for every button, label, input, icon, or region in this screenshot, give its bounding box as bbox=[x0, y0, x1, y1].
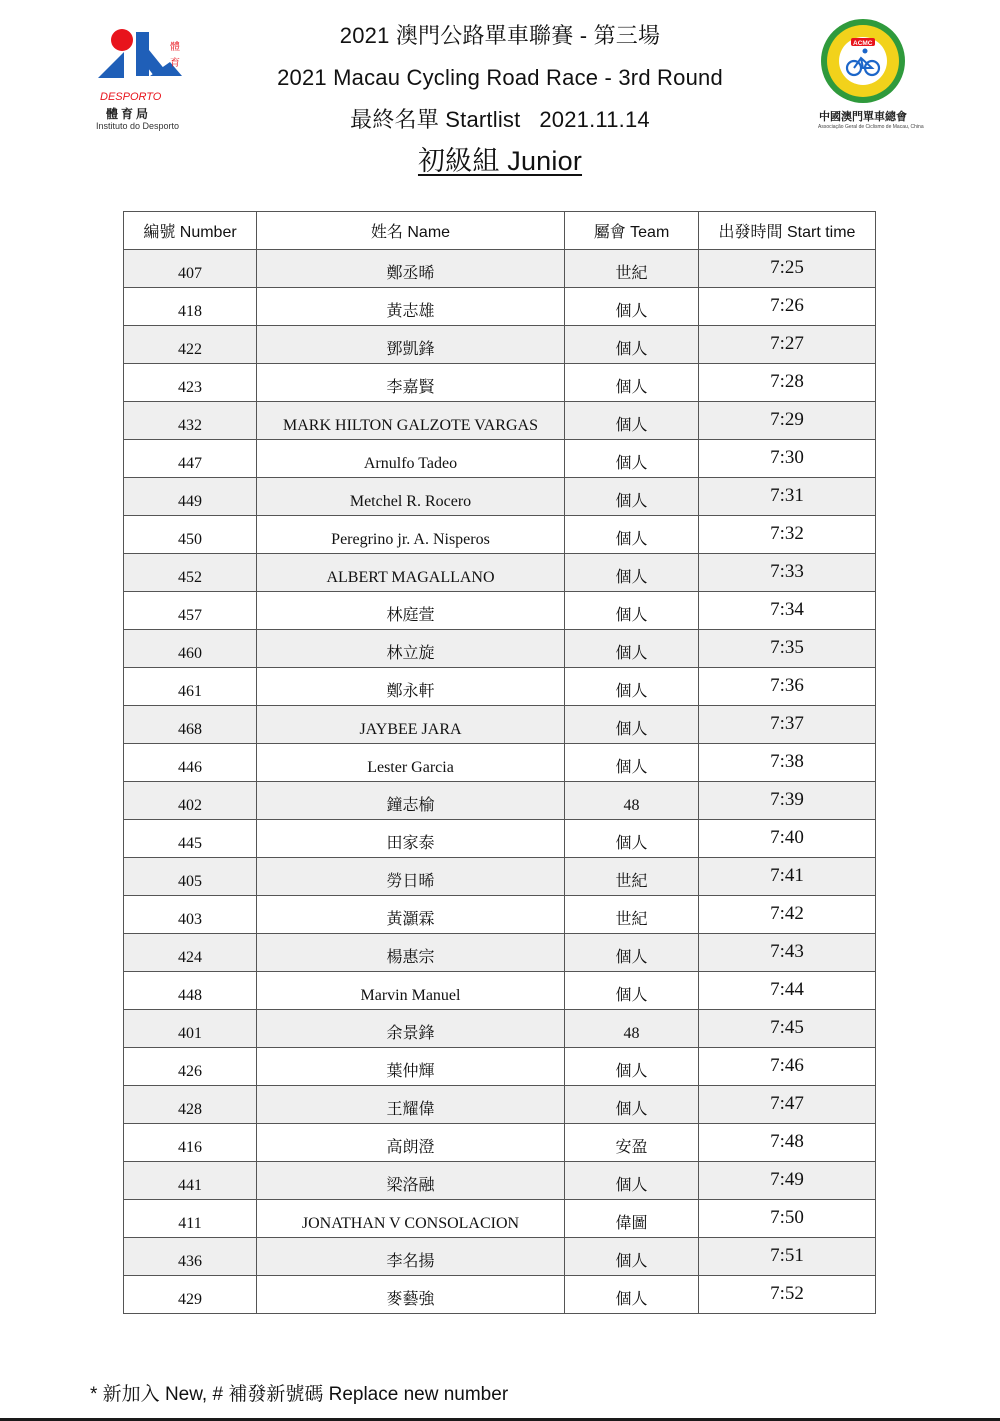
cell-start-time: 7:40 bbox=[699, 820, 876, 858]
logo-right-caption-pt: Associação Geral de Ciclismo de Macau, China bbox=[818, 124, 924, 130]
table-row bbox=[124, 1048, 876, 1086]
logo-left-caption-zh: 體育局 bbox=[106, 107, 152, 121]
cell-number: 450 bbox=[124, 516, 257, 554]
cell-name: 黃志雄 bbox=[257, 288, 565, 326]
cell-team: 個人 bbox=[565, 1162, 699, 1200]
cell-number: 447 bbox=[124, 440, 257, 478]
cell-name: 王耀偉 bbox=[257, 1086, 565, 1124]
table-row bbox=[124, 706, 876, 744]
cell-start-time: 7:43 bbox=[699, 934, 876, 972]
cell-number: 418 bbox=[124, 288, 257, 326]
cell-name: Peregrino jr. A. Nisperos bbox=[257, 516, 565, 554]
cell-name: 李嘉賢 bbox=[257, 364, 565, 402]
cell-team: 個人 bbox=[565, 972, 699, 1010]
cell-number: 461 bbox=[124, 668, 257, 706]
cell-name: 鐘志榆 bbox=[257, 782, 565, 820]
cell-name: Arnulfo Tadeo bbox=[257, 440, 565, 478]
cell-start-time: 7:35 bbox=[699, 630, 876, 668]
startlist-table bbox=[123, 211, 876, 1314]
cell-start-time: 7:50 bbox=[699, 1200, 876, 1238]
cell-team: 個人 bbox=[565, 630, 699, 668]
cell-team: 世紀 bbox=[565, 858, 699, 896]
cell-number: 452 bbox=[124, 554, 257, 592]
table-row bbox=[124, 744, 876, 782]
cell-start-time: 7:39 bbox=[699, 782, 876, 820]
cell-start-time: 7:27 bbox=[699, 326, 876, 364]
cell-team: 個人 bbox=[565, 1048, 699, 1086]
logo-char-yu: 育 bbox=[170, 58, 180, 69]
cell-name: 鄭丞晞 bbox=[257, 250, 565, 288]
startlist-subtitle: 最終名單 Startlist 2021.11.14 bbox=[350, 107, 650, 132]
cell-team: 個人 bbox=[565, 402, 699, 440]
cell-team: 安盈 bbox=[565, 1124, 699, 1162]
cell-start-time: 7:47 bbox=[699, 1086, 876, 1124]
cell-name: 余景鋒 bbox=[257, 1010, 565, 1048]
cell-team: 個人 bbox=[565, 706, 699, 744]
cell-team: 個人 bbox=[565, 478, 699, 516]
table-row bbox=[124, 972, 876, 1010]
cell-number: 457 bbox=[124, 592, 257, 630]
cell-start-time: 7:34 bbox=[699, 592, 876, 630]
cell-team: 48 bbox=[565, 782, 699, 820]
cell-team: 個人 bbox=[565, 934, 699, 972]
logo-right-caption-zh: 中國澳門單車總會 bbox=[819, 111, 907, 123]
table-row bbox=[124, 1010, 876, 1048]
cell-team: 48 bbox=[565, 1010, 699, 1048]
logo-left-caption-pt: Instituto do Desporto bbox=[96, 121, 180, 131]
cell-start-time: 7:48 bbox=[699, 1124, 876, 1162]
cell-name: 鄧凱鋒 bbox=[257, 326, 565, 364]
cell-team: 個人 bbox=[565, 364, 699, 402]
cell-team: 個人 bbox=[565, 516, 699, 554]
cell-team: 世紀 bbox=[565, 896, 699, 934]
logo-char-ti: 體 bbox=[170, 42, 180, 53]
table-row bbox=[124, 668, 876, 706]
cell-name: 林庭萱 bbox=[257, 592, 565, 630]
cell-name: JAYBEE JARA bbox=[257, 706, 565, 744]
table-row bbox=[124, 1276, 876, 1314]
cell-team: 個人 bbox=[565, 820, 699, 858]
table-row bbox=[124, 250, 876, 288]
column-header-name: 姓名 Name bbox=[257, 212, 565, 250]
cell-name: 麥藝強 bbox=[257, 1276, 565, 1314]
cell-number: 422 bbox=[124, 326, 257, 364]
cell-start-time: 7:36 bbox=[699, 668, 876, 706]
cell-name: 田家泰 bbox=[257, 820, 565, 858]
table-row bbox=[124, 364, 876, 402]
cell-start-time: 7:49 bbox=[699, 1162, 876, 1200]
table-row bbox=[124, 1162, 876, 1200]
cell-start-time: 7:45 bbox=[699, 1010, 876, 1048]
cell-team: 偉圖 bbox=[565, 1200, 699, 1238]
cell-team: 個人 bbox=[565, 440, 699, 478]
table-row bbox=[124, 440, 876, 478]
cell-number: 468 bbox=[124, 706, 257, 744]
table-row bbox=[124, 402, 876, 440]
cell-name: JONATHAN V CONSOLACION bbox=[257, 1200, 565, 1238]
table-row bbox=[124, 1086, 876, 1124]
cell-start-time: 7:38 bbox=[699, 744, 876, 782]
cell-start-time: 7:25 bbox=[699, 250, 876, 288]
cell-name: 勞日晞 bbox=[257, 858, 565, 896]
cell-name: MARK HILTON GALZOTE VARGAS bbox=[257, 402, 565, 440]
cell-number: 403 bbox=[124, 896, 257, 934]
table-row bbox=[124, 820, 876, 858]
cell-start-time: 7:33 bbox=[699, 554, 876, 592]
cell-name: 楊惠宗 bbox=[257, 934, 565, 972]
title-en: 2021 Macau Cycling Road Race - 3rd Round bbox=[277, 65, 723, 90]
cell-number: 460 bbox=[124, 630, 257, 668]
cell-team: 世紀 bbox=[565, 250, 699, 288]
table-row bbox=[124, 782, 876, 820]
cell-name: 黃灝霖 bbox=[257, 896, 565, 934]
footnote: * 新加入 New, # 補發新號碼 Replace new number bbox=[90, 1384, 509, 1405]
cell-number: 423 bbox=[124, 364, 257, 402]
cell-name: Metchel R. Rocero bbox=[257, 478, 565, 516]
cell-number: 428 bbox=[124, 1086, 257, 1124]
acmc-badge-text: ACMC bbox=[853, 40, 873, 47]
table-row bbox=[124, 896, 876, 934]
table-row bbox=[124, 516, 876, 554]
cell-start-time: 7:41 bbox=[699, 858, 876, 896]
cell-name: 高朗澄 bbox=[257, 1124, 565, 1162]
cell-team: 個人 bbox=[565, 1086, 699, 1124]
cell-name: 李名揚 bbox=[257, 1238, 565, 1276]
cell-number: 445 bbox=[124, 820, 257, 858]
cell-team: 個人 bbox=[565, 288, 699, 326]
cell-number: 426 bbox=[124, 1048, 257, 1086]
cell-start-time: 7:51 bbox=[699, 1238, 876, 1276]
cell-start-time: 7:30 bbox=[699, 440, 876, 478]
cell-name: 葉仲輝 bbox=[257, 1048, 565, 1086]
cell-start-time: 7:28 bbox=[699, 364, 876, 402]
cell-number: 448 bbox=[124, 972, 257, 1010]
cell-number: 429 bbox=[124, 1276, 257, 1314]
table-row bbox=[124, 630, 876, 668]
cell-number: 411 bbox=[124, 1200, 257, 1238]
cell-start-time: 7:32 bbox=[699, 516, 876, 554]
cell-team: 個人 bbox=[565, 554, 699, 592]
category-heading: 初級組 Junior bbox=[417, 146, 583, 176]
table-row bbox=[124, 288, 876, 326]
cell-start-time: 7:29 bbox=[699, 402, 876, 440]
cell-name: Lester Garcia bbox=[257, 744, 565, 782]
table-row bbox=[124, 858, 876, 896]
title-zh: 2021 澳門公路單車聯賽 - 第三場 bbox=[339, 23, 661, 48]
column-header-start-time: 出發時間 Start time bbox=[699, 212, 876, 250]
cell-name: 林立旋 bbox=[257, 630, 565, 668]
cell-number: 407 bbox=[124, 250, 257, 288]
table-row bbox=[124, 554, 876, 592]
cell-start-time: 7:31 bbox=[699, 478, 876, 516]
cell-number: 441 bbox=[124, 1162, 257, 1200]
table-header-row bbox=[124, 212, 876, 250]
cell-number: 446 bbox=[124, 744, 257, 782]
cell-team: 個人 bbox=[565, 1238, 699, 1276]
cell-name: 梁洛融 bbox=[257, 1162, 565, 1200]
table-row bbox=[124, 934, 876, 972]
cell-start-time: 7:46 bbox=[699, 1048, 876, 1086]
table-row bbox=[124, 1124, 876, 1162]
cell-number: 402 bbox=[124, 782, 257, 820]
cell-start-time: 7:37 bbox=[699, 706, 876, 744]
cell-number: 405 bbox=[124, 858, 257, 896]
logo-brand-text: DESPORTO bbox=[100, 91, 162, 103]
cell-team: 個人 bbox=[565, 744, 699, 782]
table-row bbox=[124, 1200, 876, 1238]
cell-number: 436 bbox=[124, 1238, 257, 1276]
cell-team: 個人 bbox=[565, 326, 699, 364]
cell-name: 鄭永軒 bbox=[257, 668, 565, 706]
cell-start-time: 7:52 bbox=[699, 1276, 876, 1314]
cell-number: 416 bbox=[124, 1124, 257, 1162]
table-row bbox=[124, 592, 876, 630]
column-header-number: 編號 Number bbox=[124, 212, 257, 250]
cell-number: 401 bbox=[124, 1010, 257, 1048]
cell-name: ALBERT MAGALLANO bbox=[257, 554, 565, 592]
column-header-team: 屬會 Team bbox=[565, 212, 699, 250]
cell-name: Marvin Manuel bbox=[257, 972, 565, 1010]
cell-number: 424 bbox=[124, 934, 257, 972]
cell-number: 432 bbox=[124, 402, 257, 440]
cell-number: 449 bbox=[124, 478, 257, 516]
cell-team: 個人 bbox=[565, 668, 699, 706]
cell-start-time: 7:44 bbox=[699, 972, 876, 1010]
table-row bbox=[124, 1238, 876, 1276]
table-row bbox=[124, 478, 876, 516]
cell-start-time: 7:26 bbox=[699, 288, 876, 326]
table-row bbox=[124, 326, 876, 364]
cell-team: 個人 bbox=[565, 592, 699, 630]
cell-start-time: 7:42 bbox=[699, 896, 876, 934]
cell-team: 個人 bbox=[565, 1276, 699, 1314]
